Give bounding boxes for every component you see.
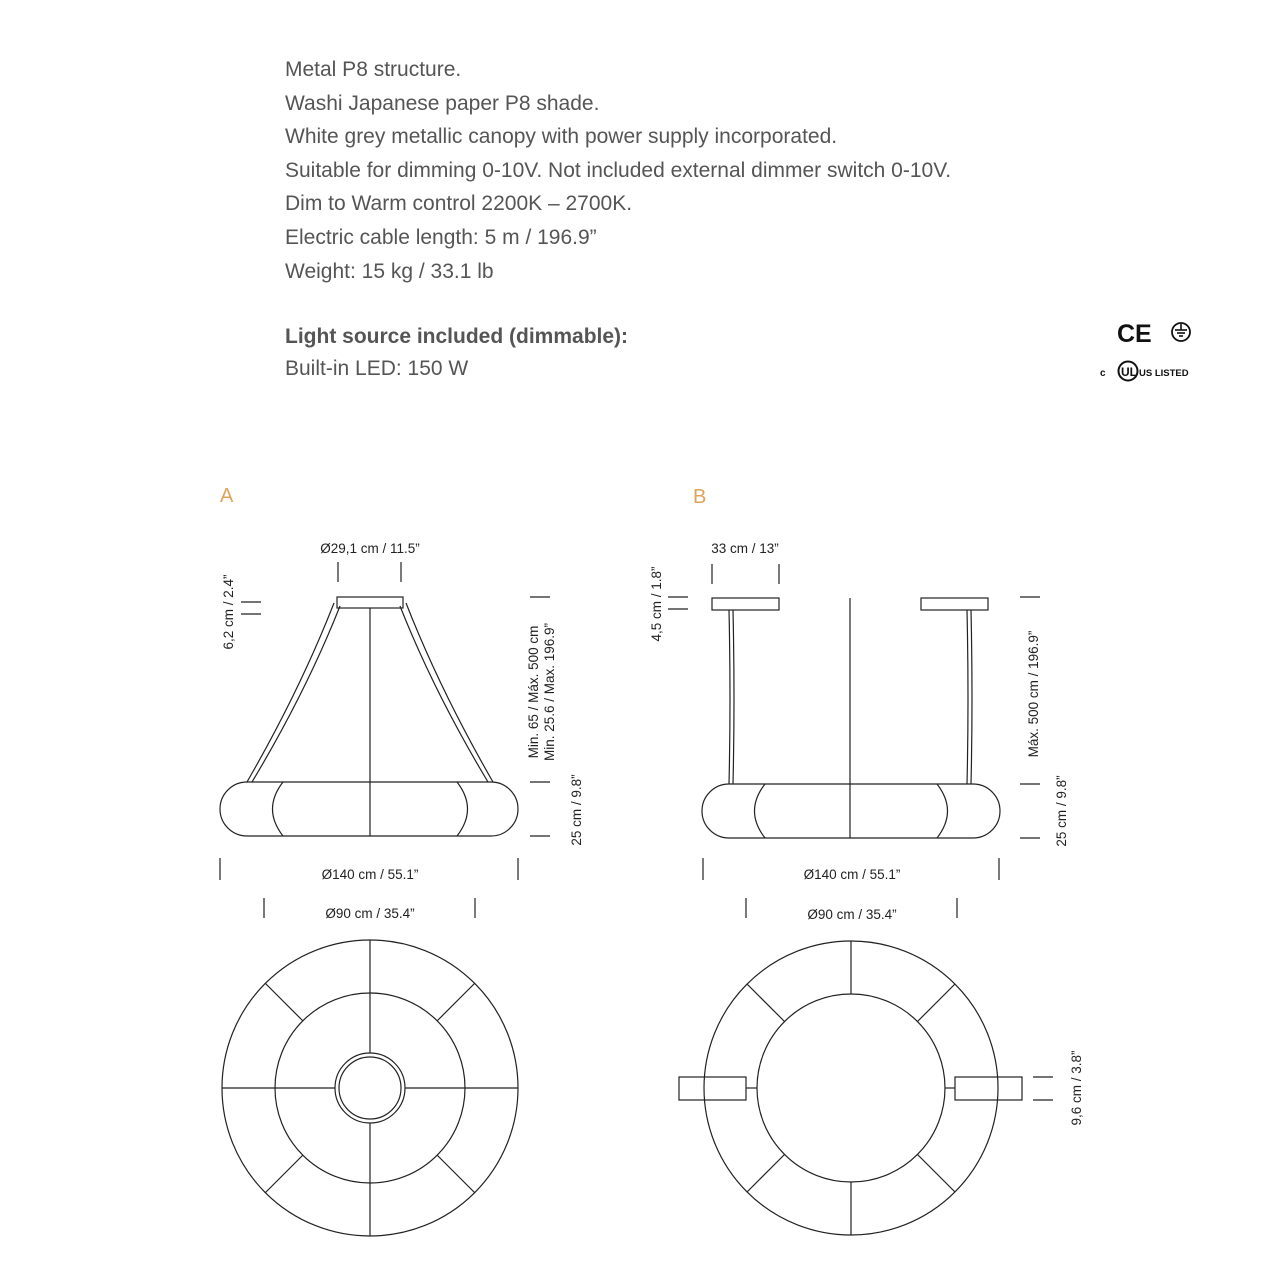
spec-cable-length: Electric cable length: 5 m / 196.9” [285, 225, 597, 249]
dim-b-suspension: Máx. 500 cm / 196.9” [1026, 630, 1041, 758]
dim-a-suspension-metric: Min. 65 / Máx. 500 cm [526, 625, 541, 759]
ul-mark: UL [1121, 365, 1137, 379]
spec-shade: Washi Japanese paper P8 shade. [285, 91, 600, 115]
shade-a [220, 782, 518, 836]
spec-weight: Weight: 15 kg / 33.1 lb [285, 259, 494, 283]
canopy-b-right [921, 598, 988, 610]
section-label-b: B [693, 486, 707, 508]
spec-dimming: Suitable for dimming 0-10V. Not included external dimmer switch 0-10V. [285, 158, 952, 182]
dim-a-canopy-diameter: Ø29,1 cm / 11.5” [320, 541, 420, 556]
canopy-a [337, 597, 403, 608]
dim-b-canopy-width: 33 cm / 13” [711, 541, 779, 556]
drawing-b-top-view [679, 941, 1053, 1235]
drawing-a-top-view [222, 940, 518, 1236]
dim-b-outer-diameter: Ø140 cm / 55.1” [803, 867, 901, 882]
dim-a-suspension-imperial: Min. 25.6 / Max. 196.9” [542, 622, 557, 762]
light-source-heading: Light source included (dimmable): [285, 325, 629, 348]
spec-canopy: White grey metallic canopy with power supply incorporated. [285, 125, 838, 149]
shade-b [702, 784, 1000, 838]
drawing-a-side-view [220, 562, 550, 918]
canopy-b-left [712, 598, 779, 610]
dim-a-outer-diameter: Ø140 cm / 55.1” [321, 867, 419, 882]
dim-b-canopy-height: 4,5 cm / 1.8” [649, 566, 664, 642]
spec-structure: Metal P8 structure. [285, 58, 462, 81]
canopy-b-top-right [955, 1077, 1022, 1100]
section-label-a: A [220, 485, 234, 507]
ul-c-mark: c [1100, 368, 1106, 379]
inner-ring-b [757, 994, 945, 1182]
spec-dim-to-warm: Dim to Warm control 2200K – 2700K. [285, 192, 633, 216]
dim-a-inner-diameter: Ø90 cm / 35.4” [325, 906, 415, 921]
ce-mark: CE [1117, 320, 1152, 348]
dim-a-shade-height: 25 cm / 9.8” [569, 774, 584, 846]
dim-a-canopy-height: 6,2 cm / 2.4” [221, 574, 236, 650]
dim-b-canopy-depth: 9,6 cm / 3.8” [1069, 1050, 1084, 1126]
light-source-value: Built-in LED: 150 W [285, 357, 469, 380]
canopy-b-top-left [679, 1077, 746, 1100]
ul-us-listed: US LISTED [1139, 368, 1189, 379]
dim-b-inner-diameter: Ø90 cm / 35.4” [807, 907, 897, 922]
dim-b-shade-height: 25 cm / 9.8” [1054, 775, 1069, 847]
drawing-b-side-view [668, 564, 1040, 918]
